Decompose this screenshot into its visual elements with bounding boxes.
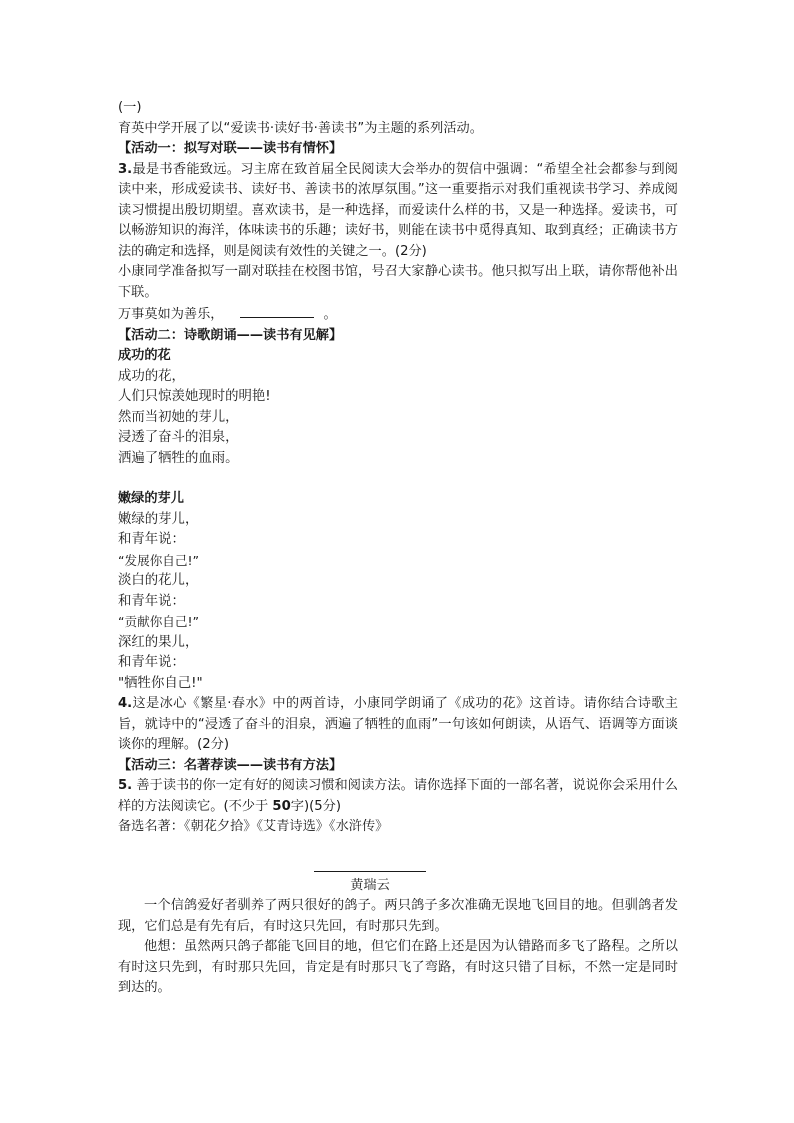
document-body xyxy=(118,98,678,999)
couplet-end: 。 xyxy=(323,307,337,322)
activity3-title: 【活动三：名著荐读——读书有方法】 xyxy=(118,757,343,773)
question-4-score: (2分) xyxy=(197,737,229,752)
poem2-line: 嫩绿的芽儿， xyxy=(118,511,199,527)
question-3-task: 小康同学准备拟写一副对联挂在校图书馆，号召大家静心读书。他只拟写出上联，请你帮他补出下联。 xyxy=(118,264,678,300)
poem2-line: 和青年说： xyxy=(118,593,185,609)
poem2-line: 和青年说： xyxy=(118,532,185,547)
story-section xyxy=(118,871,678,999)
question-5-number: 5. xyxy=(118,778,133,793)
poem2-title: 嫩绿的芽儿 xyxy=(118,491,184,506)
poem1-line: 然而当初她的芽儿， xyxy=(118,409,239,425)
question-5-text: 善于读书的你一定有好的阅读习惯和阅读方法。请你选择下面的一部名著，说说你会采用什么样的方法阅读它。(不少于 xyxy=(118,778,678,814)
missing-title-line[interactable] xyxy=(314,871,426,872)
question-3-number: 3. xyxy=(118,161,133,177)
poem1-line: 人们只惊羡她现时的明艳! xyxy=(118,389,271,404)
couplet-line xyxy=(118,303,678,326)
poem1-line: 浸透了奋斗的泪泉， xyxy=(118,430,239,445)
question-4-number: 4. xyxy=(118,696,133,711)
question-3-score: (2分) xyxy=(394,243,427,259)
section-label: (一) xyxy=(118,100,142,115)
poem2-line: "牺牲你自己!" xyxy=(118,675,203,691)
activity2-title: 【活动二：诗歌朗诵——读书有见解】 xyxy=(118,327,343,343)
poem2-line: “发展你自己!” xyxy=(118,552,200,568)
poem2-line: “贡献你自己!” xyxy=(118,614,200,629)
activity1-title: 【活动一：拟写对联——读书有情怀】 xyxy=(118,141,343,156)
question-4 xyxy=(118,694,678,756)
question-3 xyxy=(118,160,678,263)
poem2-line: 淡白的花儿， xyxy=(118,573,199,588)
couplet-first-line: 万事莫如为善乐， xyxy=(118,307,224,322)
question-3-text: 最是书香能致远。习主席在致首届全民阅读大会举办的贺信中强调：“希望全社会都参与到阅读中来，形成爱读书、读好书、善读书的浓厚氛围。”这一重要指示对我们重视读书学习、养成阅读习惯提出殷切期望。喜欢读书，是一种选择，而爱读什么样的书，又是一种选择。爱读书，可以畅游知识的海洋，体味读书的乐趣；读好书，则能在读书中觅得真知、取到真经；正确读书方法的确定和选择，则是阅读有效性的关键之一。 xyxy=(118,161,678,259)
intro-text: 育英中学开展了以“爱读书·读好书·善读书”为主题的系列活动。 xyxy=(118,120,483,136)
story-paragraph: 他想：虽然两只鸽子都能飞回目的地，但它们在路上还是因为认错路而多飞了路程。之所以有时这只先到，有时那只先回，肯定是有时那只飞了弯路，有时这只错了目标，不然一定是同时到达的。 xyxy=(118,939,678,995)
story-paragraph: 一个信鸽爱好者驯养了两只很好的鸽子。两只鸽子多次准确无误地飞回目的地。但驯鸽者发现，它们总是有先有后，有时这只先回，有时那只先到。 xyxy=(118,898,678,934)
spacer xyxy=(118,469,678,489)
question-5-tail: 字)(5分) xyxy=(290,798,341,814)
answer-blank[interactable] xyxy=(240,303,314,318)
book-options: 备选名著：《朝花夕拾》《艾青诗选》《水浒传》 xyxy=(118,819,389,834)
poem1-title: 成功的花 xyxy=(118,348,171,363)
question-5 xyxy=(118,776,678,817)
poem2-line: 深红的果儿， xyxy=(118,634,199,650)
question-4-text: 这是冰心《繁星·春水》中的两首诗，小康同学朗诵了《成功的花》这首诗。请你结合诗歌主旨，就诗中的“浸透了奋斗的泪泉，洒遍了牺牲的血雨”一句该如何朗读，从语气、语调等方面谈谈你的理解。 xyxy=(118,696,678,752)
poem1-line: 洒遍了牺牲的血雨。 xyxy=(118,450,239,466)
question-5-word-count: 50 xyxy=(272,798,291,814)
story-author: 黄瑞云 xyxy=(350,877,390,893)
poem2-line: 和青年说： xyxy=(118,655,185,670)
poem1-line: 成功的花， xyxy=(118,368,185,384)
